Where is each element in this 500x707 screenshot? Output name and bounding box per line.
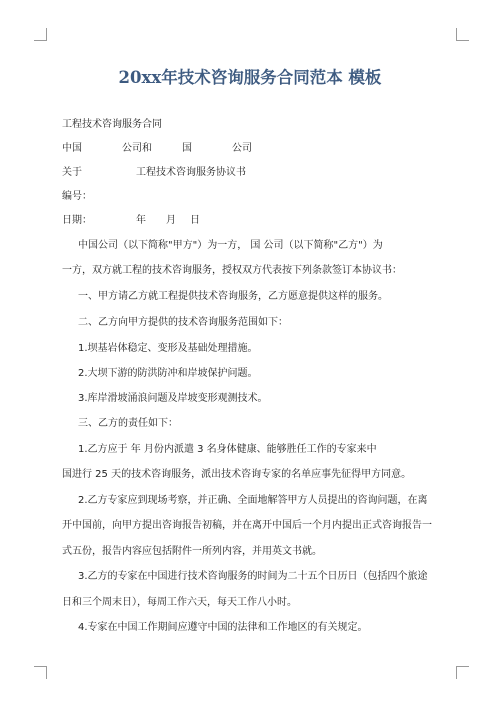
crop-mark-top-left <box>34 28 47 41</box>
duty-3-line-2: 日和三个周末日），每周工作六天，每天工作八小时。 <box>62 597 297 608</box>
agreement-title: 工程技术咨询服务协议书 <box>136 167 246 178</box>
date-day: 日 <box>190 215 200 226</box>
crop-mark-bottom-right <box>456 666 469 679</box>
clause-3: 三、乙方的责任如下： <box>78 418 178 429</box>
duty-1-line-2: 国进行 25 天的技术咨询服务，派出技术咨询专家的名单应事先征得甲方同意。 <box>62 469 412 480</box>
scope-item-1: 1.坝基岩体稳定、变形及基础处理措施。 <box>78 343 258 354</box>
company-label: 公司 <box>232 143 252 154</box>
date-month: 月 <box>166 215 176 226</box>
date-label: 日期： <box>62 215 92 226</box>
scope-item-3: 3.库岸滑坡涌浪问题及岸坡变形观测技术。 <box>78 393 268 404</box>
crop-mark-top-right <box>456 28 469 41</box>
number-label: 编号： <box>62 191 92 202</box>
crop-mark-bottom-left <box>34 666 47 679</box>
china-label: 中国 <box>62 143 82 154</box>
duty-2-line-1: 2.乙方专家应到现场考察，并正确、全面地解答甲方人员提出的咨询问题，在离 <box>78 495 428 506</box>
date-year: 年 <box>136 215 146 226</box>
clause-1: 一、甲方请乙方就工程提供技术咨询服务，乙方愿意提供这样的服务。 <box>78 291 388 302</box>
china-company-row <box>62 142 282 156</box>
company-and-label: 公司和 <box>122 143 152 154</box>
clause-2: 二、乙方向甲方提供的技术咨询服务范围如下： <box>78 317 288 328</box>
contract-name: 工程技术咨询服务合同 <box>62 119 162 130</box>
document-title <box>0 64 500 88</box>
intro-line-2: 一方，双方就工程的技术咨询服务，授权双方代表按下列条款签订本协议书： <box>62 265 402 276</box>
scope-item-2: 2.大坝下游的防洪防冲和岸坡保护问题。 <box>78 368 258 379</box>
duty-2-line-2: 开中国前，向甲方提出咨询报告初稿，并在离开中国后一个月内提出正式咨询报告一 <box>62 520 432 531</box>
duty-1-line-1: 1.乙方应于 年 月份内派遣 3 名身体健康、能够胜任工作的专家来中 <box>78 444 377 455</box>
duty-2-line-3: 式五份，报告内容应包括附件一所列内容，并用英文书就。 <box>62 546 322 557</box>
title-year-prefix: 20xx <box>118 68 162 87</box>
title-text: 年技术咨询服务合同范本 模板 <box>161 68 382 87</box>
about-label: 关于 <box>62 167 82 178</box>
date-row <box>62 214 222 228</box>
duty-3-line-1: 3.乙方的专家在中国进行技术咨询服务的时间为二十五个日历日（包括四个旅途 <box>78 571 428 582</box>
duty-4-line-1: 4.专家在中国工作期间应遵守中国的法律和工作地区的有关规定。 <box>78 622 368 633</box>
intro-line-1: 中国公司（以下简称"甲方"）为一方， 国 公司（以下简称"乙方"）为 <box>78 240 383 251</box>
country-label: 国 <box>182 143 192 154</box>
about-row <box>62 166 282 180</box>
